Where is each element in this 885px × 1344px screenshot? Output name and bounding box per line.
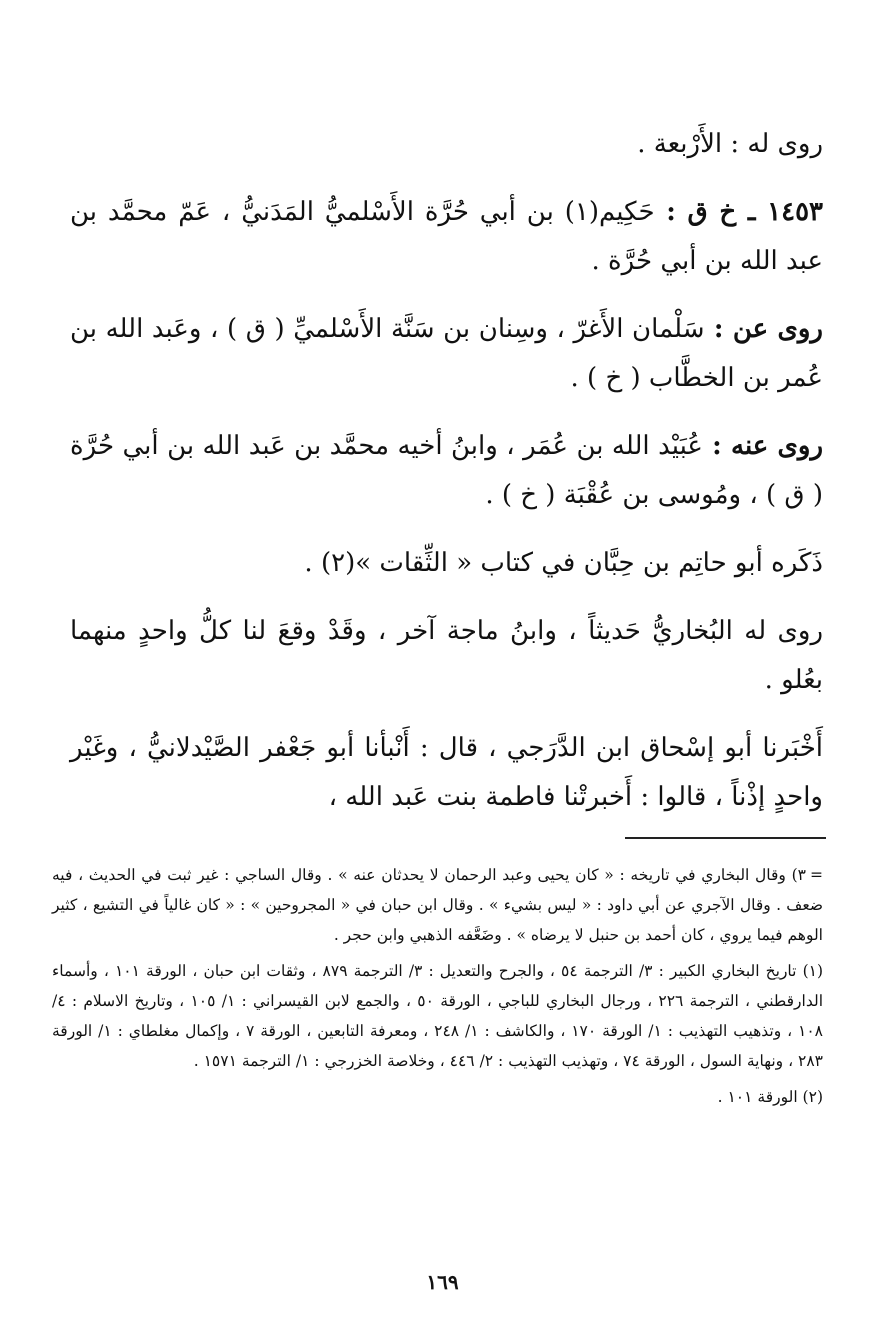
page-number: ١٦٩ [426, 1270, 459, 1294]
paragraph-bukhari: روى له البُخاريُّ حَديثاً ، وابنُ ماجة آخر ، وقَدْ وقعَ لنا كلُّ واحدٍ منهما بعُلو . [70, 616, 823, 695]
continuation-mark: = [810, 866, 823, 884]
footnotes-section [52, 860, 823, 1118]
footnote-separator [625, 837, 826, 839]
paragraph-isnad: أَخْبَرنا أبو إسْحاق ابن الدَّرَجي ، قال : أَنْبأنا أبو جَعْفر الصَّيْدلانيُّ ، وغَيْر واحدٍ إذْناً ، قالوا : أَخبرتْنا فاطمة بنت عَبد الله ، [70, 733, 823, 812]
main-text-body [70, 120, 823, 841]
paragraph-narrated-from [70, 305, 823, 403]
narrated-from-text: سَلْمان الأَغرّ ، وسِنان بن سَنَّة الأَسْلميِّ ( ق ) ، وعَبد الله بن عُمر بن الخطَّاب ( خ ) . [70, 314, 823, 393]
paragraph-ibn-hibban: ذَكَره أبو حاتِم بن حِبَّان في كتاب « الثِّقات »(٢) . [304, 548, 823, 578]
narrated-by-label: روى عنه : [702, 431, 824, 461]
paragraph-narrators-note: روى له : الأَرْبعة . [637, 129, 823, 159]
narrated-by-text: عُبَيْد الله بن عُمَر ، وابنُ أخيه محمَّد بن عَبد الله بن أبي حُرَّة ( ق ) ، ومُوسى بن عُقْبَة ( خ ) . [70, 431, 823, 510]
narrated-from-label: روى عن : [704, 314, 823, 344]
footnote-2: (٢) الورقة ١٠١ . [717, 1088, 823, 1106]
entry-number: ١٤٥٣ ـ خ ق : [654, 197, 823, 227]
footnote-1: (١) تاريخ البخاري الكبير : ٣/ الترجمة ٥٤ ، والجرح والتعديل : ٣/ الترجمة ٨٧٩ ، وثقات ابن حبان ، الورقة ١٠١ ، وأسماء الدارقطني ، الترجمة ٢٢٦ ، ورجال البخاري للباجي ، الورقة ٥٠ ، والجمع لابن القيسراني : ١/ ١٠٥ ، وتاريخ الاسلام : ٤/ ١٠٨ ، وتذهيب التهذيب : ١/ الورقة ١٧٠ ، والكاشف : ١/ ٢٤٨ ، ومعرفة التابعين ، الورقة ٧ ، وإكمال مغلطاي : ١/ الورقة ٢٨٣ ، ونهاية السول ، الورقة ٧٤ ، وتهذيب التهذيب : ٢/ ٤٤٦ ، وخلاصة الخزرجي : ١/ الترجمة ١٥٧١ . [52, 962, 824, 1070]
entry-name: حَكِيم(١) بن أبي حُرَّة الأَسْلميُّ المَدَنيُّ ، عَمّ محمَّد بن عبد الله بن أبي حُرَّة . [70, 197, 823, 276]
footnote-continued: =٣) وقال البخاري في تاريخه : « كان يحيى وعبد الرحمان لا يحدثان عنه » . وقال الساجي : غير ثبت في الحديث ، فيه ضعف . وقال الآجري عن أبي داود : « ليس بشيء » . وقال ابن حبان في « المجروحين » : « كان غالياً في التشيع ، كثير الوهم فيما يروي ، كان أحمد بن حنبل لا يرضاه » . وضَعَّفه الذهبي وابن حجر . [52, 860, 823, 950]
paragraph-entry-1453 [70, 188, 823, 286]
paragraph-narrated-by [70, 422, 823, 520]
